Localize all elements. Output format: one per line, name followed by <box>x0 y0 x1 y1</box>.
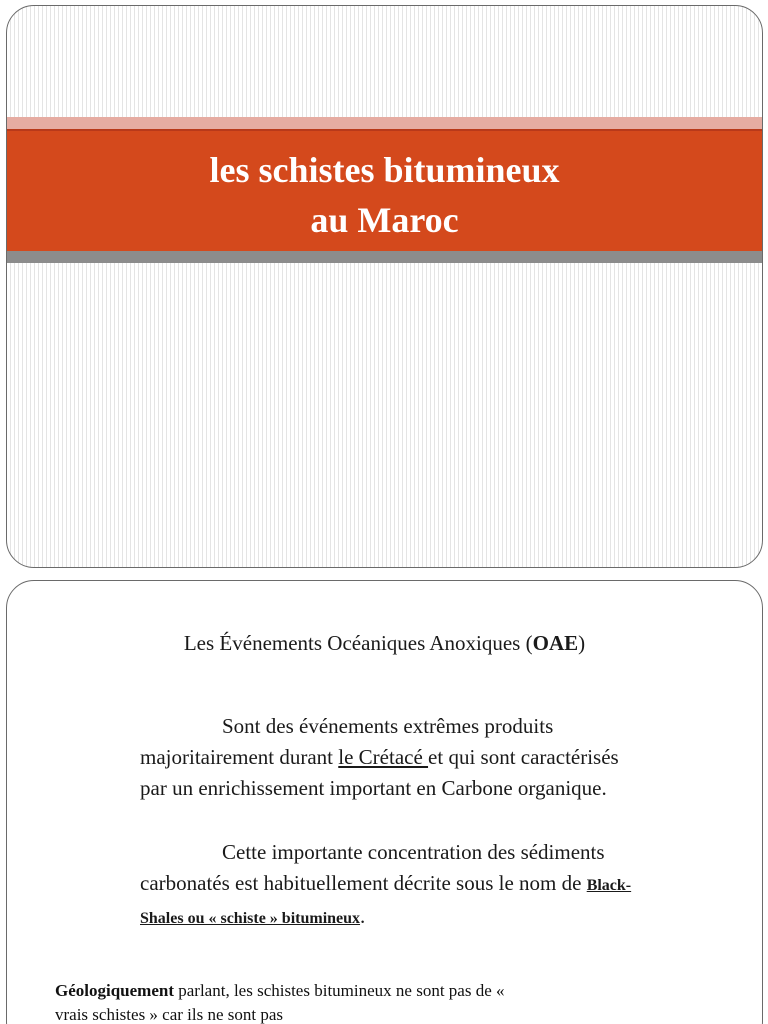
oae-heading-text: Les Événements Océaniques Anoxiques ( <box>183 631 533 655</box>
oae-heading-close: ) <box>578 631 586 655</box>
black-shales-term: Black-Shales ou « schiste » bitumineux <box>140 877 632 927</box>
paragraph-definition-start: Sont des événements extrêmes produits majoritairement durant <box>140 714 554 769</box>
content-slide <box>6 580 763 1024</box>
oae-acronym: OAE <box>532 631 579 655</box>
title-band-top-accent <box>7 117 762 129</box>
slide-title-line-1: les schistes bitumineux <box>209 150 560 190</box>
paragraph-definition-end: et qui sont caractérisés par un enrichissement important en Carbone organique. <box>140 745 619 800</box>
paragraph-definition <box>140 711 640 804</box>
paragraph-black-shales-end: . <box>360 904 366 928</box>
oae-heading <box>7 629 762 657</box>
paragraph-geologically-text: parlant, les schistes bitumineux ne sont pas de « vrais schistes » car ils ne sont pas <box>55 981 505 1024</box>
slide-title-line-2: au Maroc <box>310 200 459 240</box>
paragraph-black-shales <box>140 837 640 934</box>
title-band-bottom-accent <box>7 251 762 263</box>
slide-title <box>7 145 762 245</box>
paragraph-geologically <box>55 979 535 1024</box>
title-slide <box>6 5 763 568</box>
paragraph-black-shales-start: Cette importante concentration des sédiments carbonatés est habituellement décrite sous le nom de <box>140 840 605 895</box>
cretace-underlined: le Crétacé <box>338 745 429 769</box>
geologiquement-bold: Géologiquement <box>55 981 174 1000</box>
